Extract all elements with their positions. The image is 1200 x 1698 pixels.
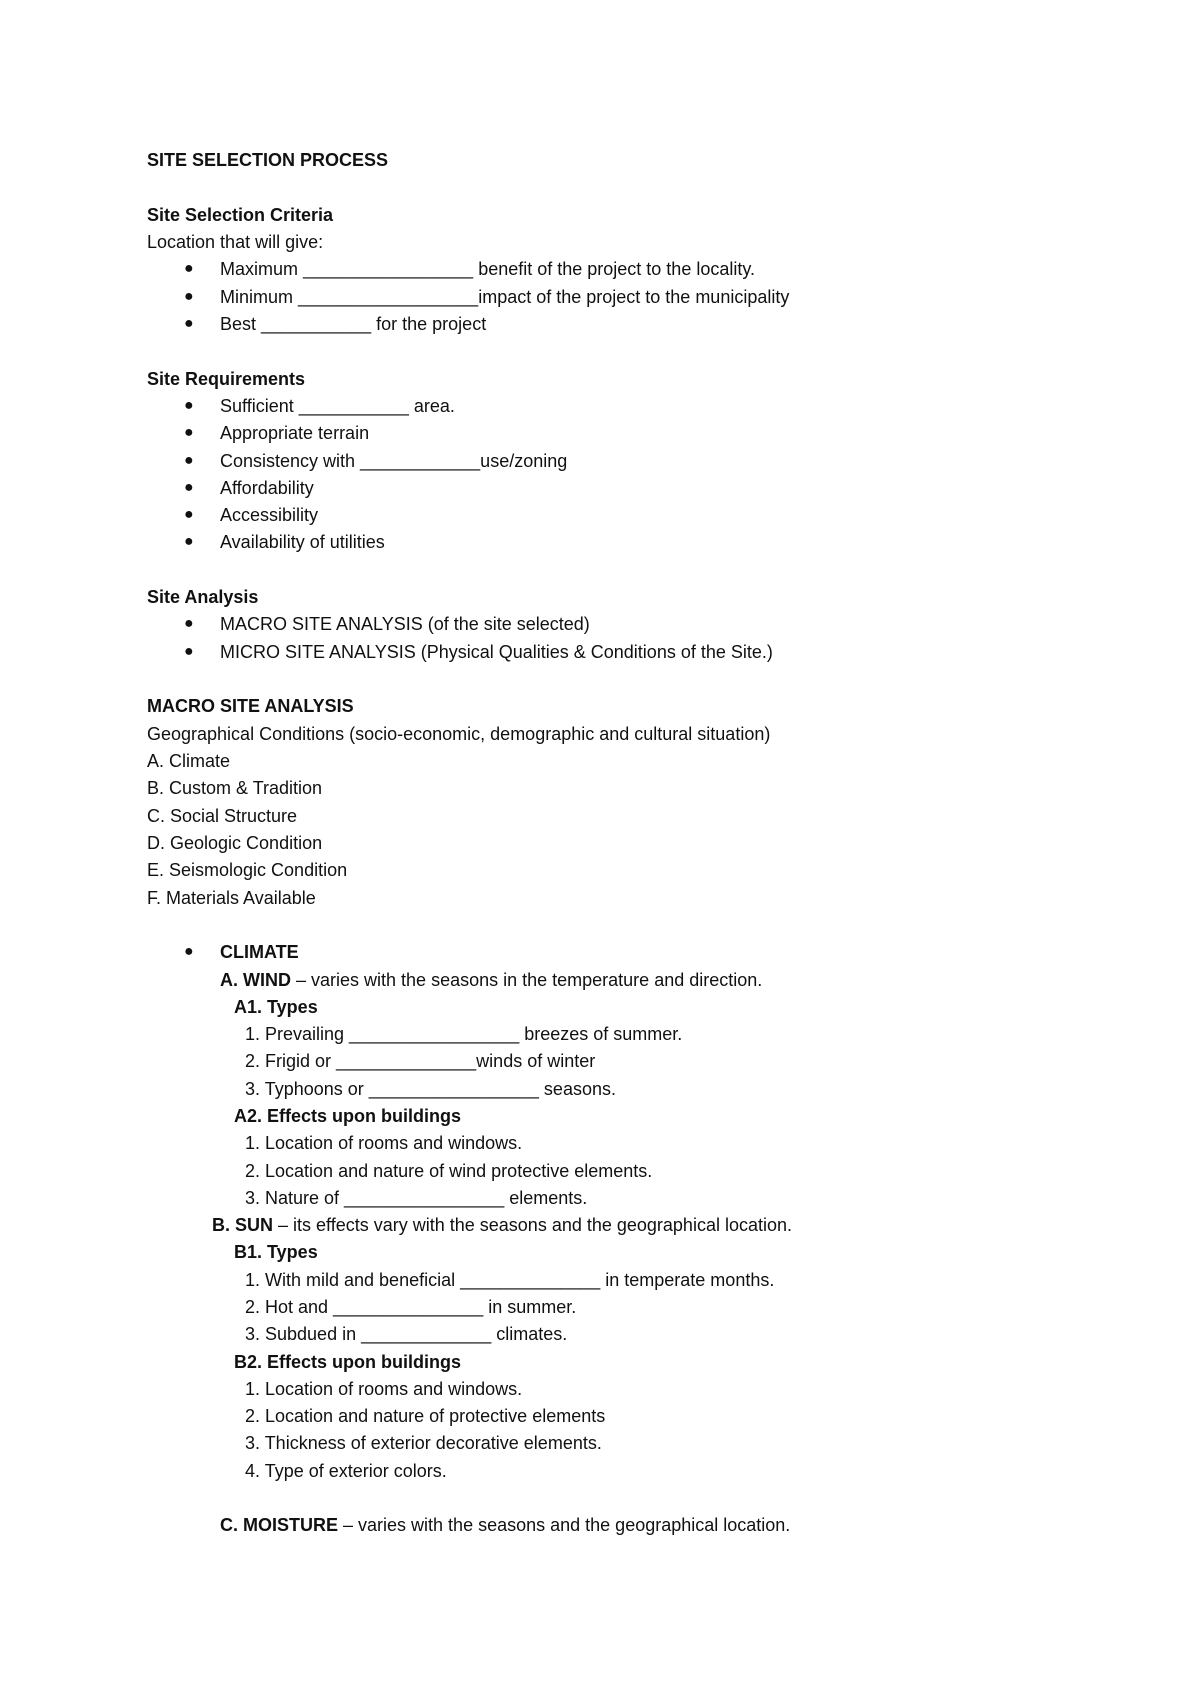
macro-item: A. Climate bbox=[147, 751, 231, 771]
sun-effect-item: 2. Location and nature of protective elements bbox=[245, 1406, 606, 1426]
wind-effect-item: 3. Nature of ________________ elements. bbox=[245, 1188, 588, 1208]
climate-heading: CLIMATE bbox=[220, 942, 299, 962]
criteria-item: Best ___________ for the project bbox=[220, 314, 487, 334]
wind-effects-label: A2. Effects upon buildings bbox=[234, 1106, 462, 1126]
bullet-icon: ● bbox=[184, 506, 194, 523]
wind-types-label: A1. Types bbox=[234, 997, 318, 1017]
criteria-item: Maximum _________________ benefit of the project to the locality. bbox=[220, 259, 756, 279]
macro-item: F. Materials Available bbox=[147, 888, 316, 908]
bullet-icon: ● bbox=[184, 452, 194, 469]
sun-line bbox=[212, 1214, 792, 1236]
sun-type-item: 3. Subdued in _____________ climates. bbox=[245, 1324, 568, 1344]
macro-item: D. Geologic Condition bbox=[147, 833, 323, 853]
macro-item: B. Custom & Tradition bbox=[147, 778, 323, 798]
page-title: SITE SELECTION PROCESS bbox=[147, 150, 389, 170]
bullet-icon: ● bbox=[184, 424, 194, 441]
analysis-item: MACRO SITE ANALYSIS (of the site selected) bbox=[220, 614, 590, 634]
requirement-item: Accessibility bbox=[220, 505, 319, 525]
bullet-icon: ● bbox=[184, 260, 194, 277]
moisture-text: – varies with the seasons and the geographical location. bbox=[338, 1515, 791, 1535]
sun-effect-item: 1. Location of rooms and windows. bbox=[245, 1379, 523, 1399]
macro-subheading: Geographical Conditions (socio-economic, demographic and cultural situation) bbox=[147, 724, 771, 744]
sun-types-label: B1. Types bbox=[234, 1242, 318, 1262]
criteria-intro: Location that will give: bbox=[147, 232, 324, 252]
requirement-item: Appropriate terrain bbox=[220, 423, 370, 443]
macro-item: C. Social Structure bbox=[147, 806, 298, 826]
wind-effect-item: 2. Location and nature of wind protective elements. bbox=[245, 1161, 653, 1181]
wind-type-item: 3. Typhoons or _________________ seasons. bbox=[245, 1079, 616, 1099]
sun-type-item: 2. Hot and _______________ in summer. bbox=[245, 1297, 577, 1317]
requirement-item: Affordability bbox=[220, 478, 314, 498]
sun-text: – its effects vary with the seasons and the geographical location. bbox=[273, 1215, 792, 1235]
macro-heading: MACRO SITE ANALYSIS bbox=[147, 696, 354, 716]
bullet-icon: ● bbox=[184, 615, 194, 632]
moisture-label: C. MOISTURE bbox=[220, 1515, 339, 1535]
sun-type-item: 1. With mild and beneficial ______________ in temperate months. bbox=[245, 1270, 775, 1290]
wind-label: A. WIND bbox=[220, 970, 291, 990]
bullet-icon: ● bbox=[184, 533, 194, 550]
requirement-item: Consistency with ____________use/zoning bbox=[220, 451, 568, 471]
criteria-item: Minimum __________________impact of the project to the municipality bbox=[220, 287, 790, 307]
bullet-icon: ● bbox=[184, 397, 194, 414]
macro-item: E. Seismologic Condition bbox=[147, 860, 348, 880]
wind-type-item: 2. Frigid or ______________winds of winter bbox=[245, 1051, 596, 1071]
sun-effects-label: B2. Effects upon buildings bbox=[234, 1352, 462, 1372]
bullet-icon: ● bbox=[184, 943, 194, 960]
criteria-heading: Site Selection Criteria bbox=[147, 205, 334, 225]
requirement-item: Sufficient ___________ area. bbox=[220, 396, 455, 416]
analysis-heading: Site Analysis bbox=[147, 587, 259, 607]
wind-line bbox=[220, 969, 762, 991]
requirements-heading: Site Requirements bbox=[147, 369, 306, 389]
wind-effect-item: 1. Location of rooms and windows. bbox=[245, 1133, 523, 1153]
bullet-icon: ● bbox=[184, 288, 194, 305]
analysis-item: MICRO SITE ANALYSIS (Physical Qualities & Conditions of the Site.) bbox=[220, 642, 773, 662]
bullet-icon: ● bbox=[184, 643, 194, 660]
wind-text: – varies with the seasons in the temperature and direction. bbox=[291, 970, 763, 990]
bullet-icon: ● bbox=[184, 315, 194, 332]
bullet-icon: ● bbox=[184, 479, 194, 496]
requirement-item: Availability of utilities bbox=[220, 532, 385, 552]
sun-effect-item: 3. Thickness of exterior decorative elements. bbox=[245, 1433, 602, 1453]
sun-label: B. SUN bbox=[212, 1215, 274, 1235]
moisture-line bbox=[220, 1514, 790, 1536]
sun-effect-item: 4. Type of exterior colors. bbox=[245, 1461, 447, 1481]
wind-type-item: 1. Prevailing _________________ breezes of summer. bbox=[245, 1024, 683, 1044]
